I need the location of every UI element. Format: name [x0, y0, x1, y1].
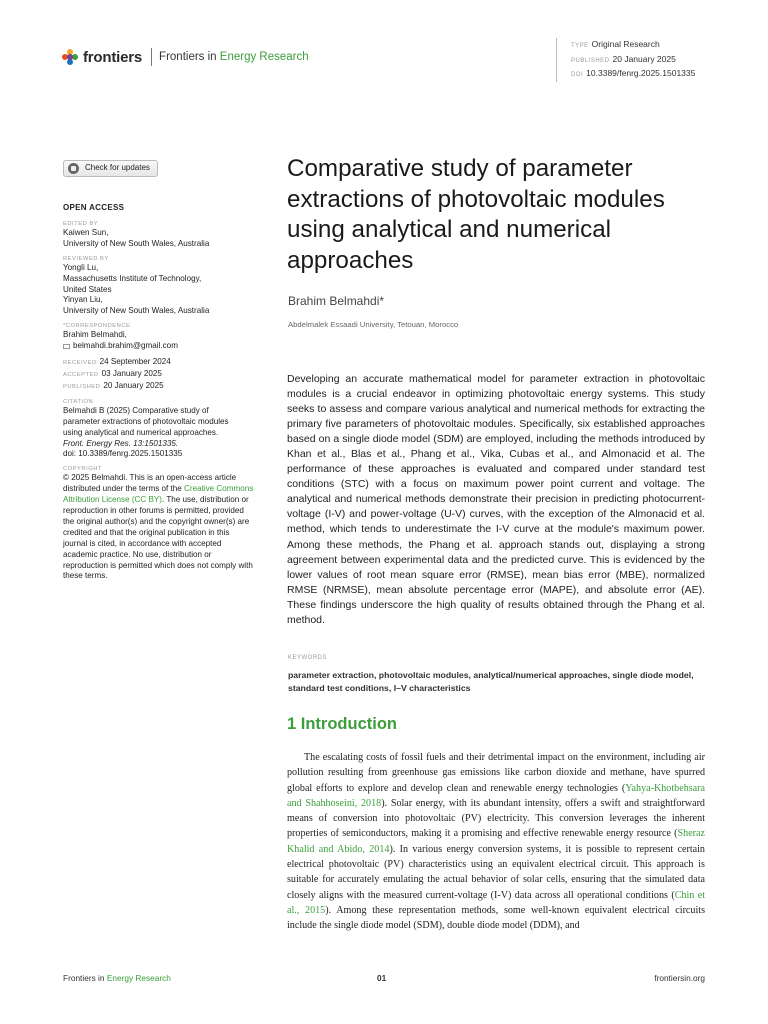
copyright-text-b: . The use, distribution or reproduction in other forums is permitted, provided the original author(s) and the copyright owner(s) are credited and that the original publication in this journal is cited, in accordance with accepted academic practice. No use, distribution or reproduction is permitted which does not comply with these terms. — [63, 495, 253, 581]
meta-doi[interactable] — [571, 67, 695, 82]
copyright-text — [63, 473, 256, 582]
citation-line: parameter extractions of photovoltaic modules — [63, 416, 229, 426]
received-key: RECEIVED — [63, 360, 97, 367]
header-divider — [151, 48, 152, 66]
keywords-label: KEYWORDS — [288, 655, 328, 661]
article-meta — [556, 38, 695, 82]
cc-by-license-link[interactable]: Creative Commons Attribution License (CC BY) — [63, 484, 254, 505]
reviewed-by-block — [63, 255, 263, 318]
intro-text: ). Among these representation methods, some well-known equivalent electrical circuits include the single diode model (SDM), double diode model (DDM), and — [287, 904, 705, 932]
citation-line: using analytical and numerical approaches. — [63, 427, 219, 437]
editor-name: Kaiwen Sun, — [63, 227, 109, 237]
section-heading-introduction: 1 Introduction — [287, 715, 397, 733]
footer-journal-field: Energy Research — [106, 973, 171, 983]
meta-published — [571, 53, 695, 68]
correspondence-label: *CORRESPONDENCE — [63, 323, 131, 330]
article-title: Comparative study of parameter extractions of photovoltaic modules using analytical and numerical approaches — [287, 155, 665, 274]
correspondence-block — [63, 322, 263, 352]
meta-doi-value[interactable]: 10.3389/fenrg.2025.1501335 — [586, 68, 696, 78]
citation-link[interactable]: Chin et al., 2015 — [287, 889, 705, 916]
reviewer-line: Yinyan Liu, — [63, 295, 103, 305]
citation-label: CITATION — [63, 398, 94, 405]
citation-line: Belmahdi B (2025) Comparative study of — [63, 405, 209, 415]
abstract: Developing an accurate mathematical model for parameter extraction in photovoltaic modules is a crucial endeavor in optimizing photovoltaic energy systems. This study seeks to assess and compare various analytical and numerical methods for extracting the primary five parameters of photovoltaic modules. Specifically, six established approaches based on a single diode model (SDM) are employed, including the methods introduced by Khan et al., Blas et al., Phang et al., Vika, Cubas et al., and Almonacid et al. The performance of these approaches is evaluated and compared under standard test conditions (STC) with a focus on maximum power point current and voltage. The analytical and numerical methods demonstrate their precision in predicting photocurrent-voltage (I-V) and power-voltage (U-V) curves, with the exception of the Almonacid et al. method, which tends to underestimate the I-V curve at the module's maximum power. Among these methods, the Phang et al. approach stands out, displaying a strong agreement between experimental data and the predicted curve. This is evidenced by the lower values of root mean square error (RMSE), mean bias error (MBE), normalized RMSE (NRMSE), mean absolute percentage error (MAPE), and absolute error (AE). These findings underscore the high quality of results obtained through the Phang et al. method. — [287, 373, 705, 626]
meta-type-value: Original Research — [591, 39, 660, 49]
footer-site-link[interactable]: frontiersin.org — [654, 973, 705, 983]
article-author[interactable]: Brahim Belmahdi* — [288, 294, 385, 308]
citation-line: doi: 10.3389/fenrg.2025.1501335 — [63, 449, 183, 459]
copyright-block — [63, 465, 263, 582]
update-icon — [68, 163, 79, 174]
received-value: 24 September 2024 — [99, 357, 171, 367]
page-number: 01 — [377, 973, 387, 983]
intro-text: The escalating costs of fossil fuels and their detrimental impact on the environment, including air pollution resulting from greenhouse gas emissions like carbon dioxide and methane, have spurred global efforts to explore and develop clean and renewable energy technologies ( — [287, 752, 705, 794]
check-updates-label: Check for updates — [85, 163, 150, 173]
copyright-label: COPYRIGHT — [63, 466, 102, 473]
citation-link[interactable]: Yahya-Khotbehsara and Shahhoseini, 2018 — [287, 782, 705, 809]
journal-prefix: Frontiers in — [159, 51, 217, 63]
edited-by-block — [63, 220, 263, 250]
meta-published-key: PUBLISHED — [571, 57, 610, 64]
article-sidebar — [63, 160, 263, 587]
footer-journal-prefix: Frontiers in — [63, 973, 105, 983]
meta-doi-key: DOI — [571, 72, 584, 78]
meta-type-key: TYPE — [571, 43, 589, 49]
meta-published-value: 20 January 2025 — [612, 53, 676, 64]
correspondence-email[interactable]: belmahdi.brahim@gmail.com — [73, 341, 178, 351]
frontiers-logo-text: frontiers — [83, 48, 143, 66]
reviewer-line: United States — [63, 284, 112, 294]
correspondence-email-line[interactable] — [63, 341, 263, 352]
published-key: PUBLISHED — [63, 383, 101, 390]
check-updates-button[interactable] — [63, 160, 158, 177]
footer-journal — [63, 973, 171, 983]
copyright-text-a: © 2025 Belmahdi. This is an open-access article distributed under the terms of the — [63, 473, 237, 494]
citation-block — [63, 398, 263, 461]
introduction-paragraph — [287, 750, 705, 934]
citation-link[interactable]: Sheraz Khalid and Abido, 2014 — [287, 828, 705, 855]
email-icon — [63, 344, 70, 349]
reviewed-by-label: REVIEWED BY — [63, 255, 109, 262]
correspondence-name: Brahim Belmahdi, — [63, 330, 127, 340]
intro-text: ). In various energy conversion systems, it is possible to represent certain electrical photovoltaic (PV) characteristics using an equivalent electrical circuit. This approach is suitable for accurately emulating the actual behavior of solar cells, ensuring that the simulated data closely aligns with the measured current-voltage (I-V) data across all operational conditions ( — [287, 843, 705, 901]
citation-line: Front. Energy Res. 13:1501335. — [63, 438, 179, 448]
reviewer-line: University of New South Wales, Australia — [63, 306, 210, 316]
received-date — [63, 357, 263, 369]
journal-name[interactable] — [159, 51, 309, 63]
editor-affiliation: University of New South Wales, Australia — [63, 238, 210, 248]
reviewer-line: Yongli Lu, — [63, 262, 99, 272]
open-access-label: OPEN ACCESS — [63, 203, 125, 212]
published-date — [63, 381, 263, 393]
frontiers-logo-icon — [62, 49, 78, 65]
edited-by-label: EDITED BY — [63, 220, 99, 227]
published-value: 20 January 2025 — [103, 380, 164, 390]
accepted-key: ACCEPTED — [63, 371, 99, 378]
journal-field: Energy Research — [219, 51, 309, 63]
keywords: parameter extraction, photovoltaic modules, analytical/numerical approaches, single diode model, standard test conditions, I–V characteristics — [288, 670, 694, 693]
accepted-date — [63, 369, 263, 381]
intro-text: ). Solar energy, with its abundant intensity, offers a swift and straightforward means of conversion into photovoltaic (PV) electricity. This conversion leverages the inherent properties of semiconductors, making it a promising and effective renewable energy resource ( — [287, 797, 705, 840]
reviewer-line: Massachusetts Institute of Technology, — [63, 273, 202, 283]
meta-type — [571, 38, 695, 53]
journal-header — [62, 46, 309, 68]
accepted-value: 03 January 2025 — [101, 368, 162, 378]
dates-block — [63, 357, 263, 393]
author-affiliation: Abdelmalek Essaadi University, Tetouan, Morocco — [288, 320, 459, 329]
